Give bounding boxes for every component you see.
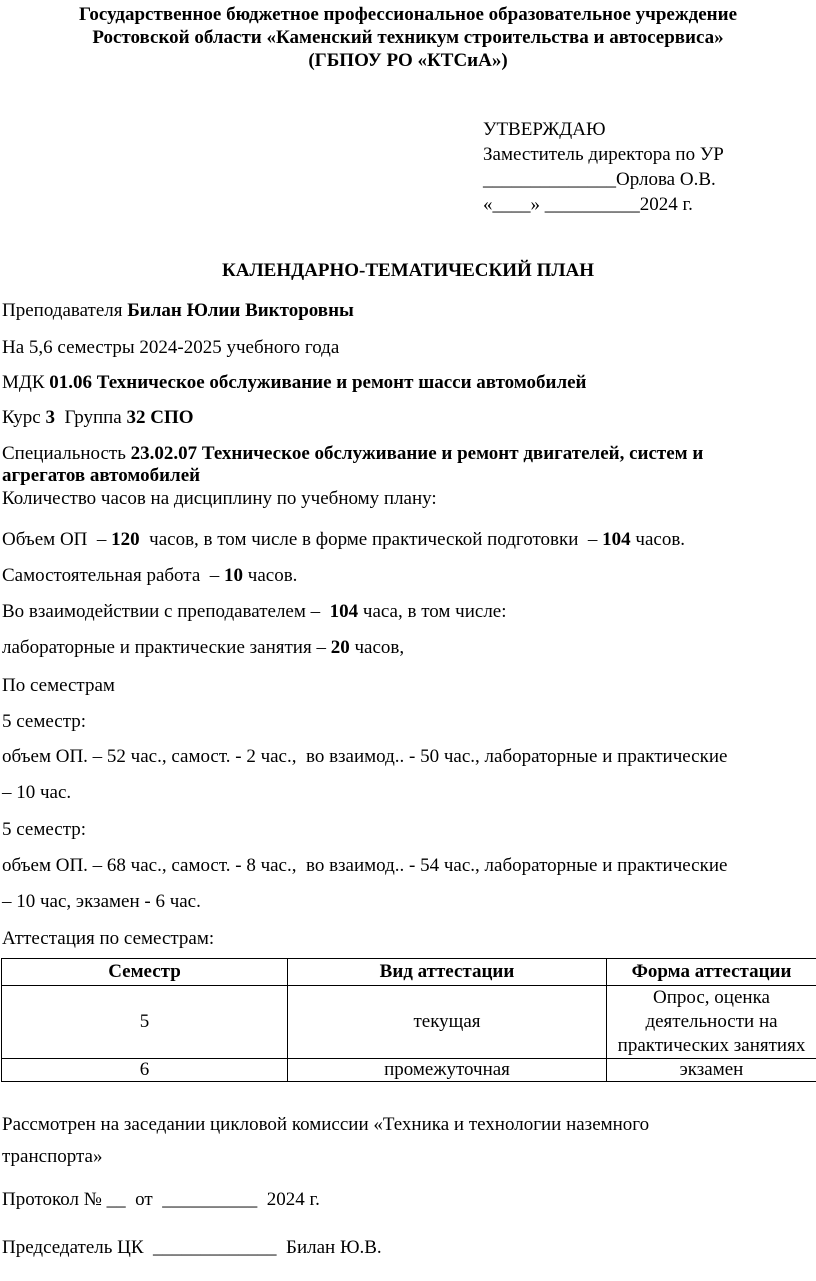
semester5-details-line1: объем ОП. – 52 час., самост. - 2 час., во взаимод.. - 50 час., лабораторные и практические bbox=[2, 746, 728, 767]
self-work-text-1: Самостоятельная работа – bbox=[2, 565, 225, 586]
hours-intro: Количество часов на дисциплину по учебному плану: bbox=[2, 488, 437, 509]
group-label: Группа bbox=[54, 407, 127, 428]
table-header-row bbox=[2, 959, 816, 986]
course-line bbox=[2, 406, 194, 430]
approval-title: УТВЕРЖДАЮ bbox=[483, 119, 606, 140]
semester5-title: 5 семестр: bbox=[2, 711, 87, 732]
institution-abbrev: (ГБПОУ РО «КТСиА») bbox=[308, 50, 508, 71]
volume-total: 120 bbox=[111, 529, 140, 550]
volume-text-1: Объем ОП – bbox=[2, 529, 112, 550]
group-value: 32 СПО bbox=[126, 407, 194, 428]
interaction-text-1: Во взаимодействии с преподавателем – bbox=[2, 601, 330, 622]
labs-line bbox=[2, 636, 404, 660]
teacher-label: Преподавателя bbox=[2, 300, 128, 321]
cell-form-line3: практических занятиях bbox=[617, 1035, 806, 1056]
by-semesters-heading: По семестрам bbox=[2, 675, 115, 696]
labs-hours: 20 bbox=[330, 637, 350, 658]
semester6-details-line1: объем ОП. – 68 час., самост. - 8 час., во взаимод.. - 54 час., лабораторные и практические bbox=[2, 855, 728, 876]
self-work-hours: 10 bbox=[224, 565, 244, 586]
header-attestation-form: Форма аттестации bbox=[607, 959, 816, 986]
specialty-line bbox=[2, 443, 703, 465]
institution-name-line1: Государственное бюджетное профессиональное образовательное учреждение bbox=[78, 4, 738, 25]
interaction-line bbox=[2, 600, 507, 624]
labs-text-2: часов, bbox=[349, 637, 405, 658]
institution-name-line2: Ростовской области «Каменский техникум строительства и автосервиса» bbox=[92, 27, 724, 48]
cell-semester: 5 bbox=[2, 986, 288, 1059]
cell-attestation-type: текущая bbox=[288, 986, 607, 1059]
teacher-line bbox=[2, 299, 354, 323]
volume-line bbox=[2, 528, 685, 552]
approval-signature: ______________Орлова О.В. bbox=[483, 169, 716, 190]
semester6-details-line2: – 10 час, экзамен - 6 час. bbox=[2, 891, 201, 912]
approval-date: «____» __________2024 г. bbox=[483, 194, 693, 215]
attestation-title: Аттестация по семестрам: bbox=[2, 928, 215, 949]
commission-line2: транспорта» bbox=[2, 1146, 103, 1167]
header-semester: Семестр bbox=[2, 959, 288, 986]
table-row bbox=[2, 986, 816, 1059]
course-value: 3 bbox=[45, 407, 55, 428]
semester6-title: 5 семестр: bbox=[2, 819, 87, 840]
header-attestation-type: Вид аттестации bbox=[288, 959, 607, 986]
self-work-text-2: часов. bbox=[243, 565, 298, 586]
chairman-line: Председатель ЦК _____________ Билан Ю.В. bbox=[2, 1237, 382, 1258]
cell-attestation-form: экзамен bbox=[607, 1059, 816, 1082]
volume-text-3: часов. bbox=[630, 529, 686, 550]
specialty-label: Специальность bbox=[2, 443, 131, 464]
volume-practice: 104 bbox=[602, 529, 631, 550]
mdk-label: МДК bbox=[2, 372, 50, 393]
cell-semester: 6 bbox=[2, 1059, 288, 1082]
teacher-name: Билан Юлии Викторовны bbox=[127, 300, 354, 321]
specialty-value-line2: агрегатов автомобилей bbox=[2, 465, 201, 486]
labs-text-1: лабораторные и практические занятия – bbox=[2, 637, 331, 658]
semesters-line: На 5,6 семестры 2024-2025 учебного года bbox=[2, 337, 340, 358]
semester5-details-line2: – 10 час. bbox=[2, 782, 72, 803]
mdk-line bbox=[2, 371, 587, 395]
cell-form-line1: Опрос, оценка bbox=[653, 987, 770, 1008]
table-row bbox=[2, 1059, 816, 1082]
cell-attestation-form bbox=[607, 986, 816, 1059]
course-label: Курс bbox=[2, 407, 46, 428]
interaction-text-2: часа, в том числе: bbox=[358, 601, 507, 622]
specialty-value-line1: 23.02.07 Техническое обслуживание и ремонт двигателей, систем и bbox=[130, 443, 704, 464]
interaction-hours: 104 bbox=[329, 601, 359, 622]
page-title: КАЛЕНДАРНО-ТЕМАТИЧЕСКИЙ ПЛАН bbox=[221, 260, 595, 281]
mdk-value: 01.06 Техническое обслуживание и ремонт шасси автомобилей bbox=[49, 372, 587, 393]
self-work-line bbox=[2, 564, 297, 588]
cell-attestation-type: промежуточная bbox=[288, 1059, 607, 1082]
protocol-line: Протокол № __ от __________ 2024 г. bbox=[2, 1189, 320, 1210]
approval-position: Заместитель директора по УР bbox=[483, 144, 724, 165]
cell-form-line2: деятельности на bbox=[645, 1011, 778, 1032]
attestation-table bbox=[1, 958, 816, 1082]
volume-text-2: часов, в том числе в форме практической подготовки – bbox=[139, 529, 603, 550]
commission-line1: Рассмотрен на заседании цикловой комиссии «Техника и технологии наземного bbox=[2, 1114, 650, 1135]
